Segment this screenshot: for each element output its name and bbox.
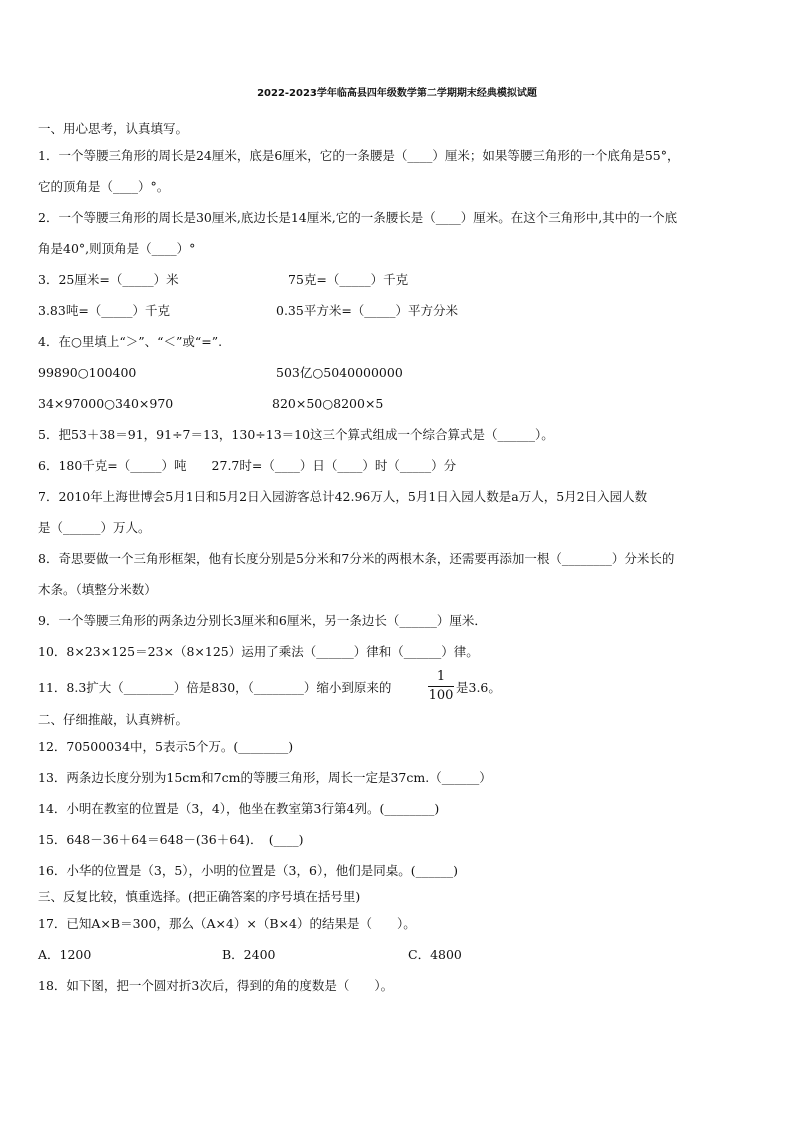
question-4-left-1: 99890○100400 <box>38 365 137 380</box>
question-8-line-2: 木条。（填整分米数） <box>38 582 157 597</box>
question-14: 14．小明在教室的位置是（3，4），他坐在教室第3行第4列。(________) <box>38 801 440 816</box>
question-1-line-2: 它的顶角是（____）°。 <box>38 179 170 194</box>
section-heading-3: 三、反复比较，慎重选择。(把正确答案的序号填在括号里) <box>38 889 361 904</box>
fraction-one-hundredth <box>428 670 454 703</box>
fraction-denominator: 100 <box>428 688 454 703</box>
question-3-left-1: 3．25厘米=（_____）米 <box>38 272 179 287</box>
question-17-option-a: A．1200 <box>38 947 92 962</box>
question-18: 18．如下图，把一个圆对折3次后，得到的角的度数是（ ）。 <box>38 978 394 993</box>
question-15: 15．648－36＋64＝648－(36＋64)． (____) <box>38 832 304 847</box>
question-2-line-1: 2．一个等腰三角形的周长是30厘米,底边长是14厘米,它的一条腰长是（____）厘米。在这个三角形中,其中的一个底 <box>38 210 678 225</box>
question-4-prompt: 4．在○里填上“＞”、“＜”或“=”. <box>38 334 223 349</box>
question-9: 9．一个等腰三角形的两条边分别长3厘米和6厘米，另一条边长（______）厘米． <box>38 613 487 628</box>
question-12: 12．70500034中，5表示5个万。(________) <box>38 739 294 754</box>
question-11-tail: 是3.6。 <box>456 680 501 695</box>
fraction-numerator: 1 <box>436 669 446 684</box>
question-17-option-b: B．2400 <box>222 947 276 962</box>
question-1-line-1: 1．一个等腰三角形的周长是24厘米，底是6厘米，它的一条腰是（____）厘米；如果等腰三角形的一个底角是55°， <box>38 148 680 163</box>
question-2-line-2: 角是40°,则顶角是（____）° <box>38 241 196 256</box>
question-4-left-2: 34×97000○340×970 <box>38 396 174 411</box>
question-8-line-1: 8．奇思要做一个三角形框架，他有长度分别是5分米和7分米的两根木条，还需要再添加一根（________）分米长的 <box>38 551 675 566</box>
page-title: 2022-2023学年临高县四年级数学第二学期期末经典模拟试题 <box>257 88 537 99</box>
question-4-right-1: 503亿○5040000000 <box>276 365 403 380</box>
question-5: 5．把53＋38＝91，91÷7＝13，130÷13＝10这三个算式组成一个综合算式是（______）。 <box>38 427 554 442</box>
question-16: 16．小华的位置是（3，5），小明的位置是（3，6），他们是同桌。(______) <box>38 863 458 878</box>
question-17: 17．已知A×B＝300，那么（A×4）×（B×4）的结果是（ ）。 <box>38 916 416 931</box>
question-7-line-2: 是（______）万人。 <box>38 520 151 535</box>
question-10: 10．8×23×125＝23×（8×125）运用了乘法（______）律和（______）律。 <box>38 644 479 659</box>
question-17-option-c: C．4800 <box>408 947 462 962</box>
question-6: 6．180千克=（_____）吨 27.7时=（____）日（____）时（_____）分 <box>38 458 457 473</box>
section-heading-2: 二、仔细推敲，认真辨析。 <box>38 712 189 727</box>
question-7-line-1: 7．2010年上海世博会5月1日和5月2日入园游客总计42.96万人，5月1日入园人数是a万人，5月2日入园人数 <box>38 489 648 504</box>
question-11-text: 11．8.3扩大（________）倍是830，（________）缩小到原来的 <box>38 680 392 695</box>
question-13: 13．两条边长度分别为15cm和7cm的等腰三角形，周长一定是37cm.（______） <box>38 770 492 785</box>
question-4-right-2: 820×50○8200×5 <box>272 396 384 411</box>
question-3-right-1: 75克=（_____）千克 <box>288 272 409 287</box>
section-heading-1: 一、用心思考，认真填写。 <box>38 121 189 136</box>
question-3-right-2: 0.35平方米=（_____）平方分米 <box>276 303 459 318</box>
question-3-left-2: 3.83吨=（_____）千克 <box>38 303 171 318</box>
